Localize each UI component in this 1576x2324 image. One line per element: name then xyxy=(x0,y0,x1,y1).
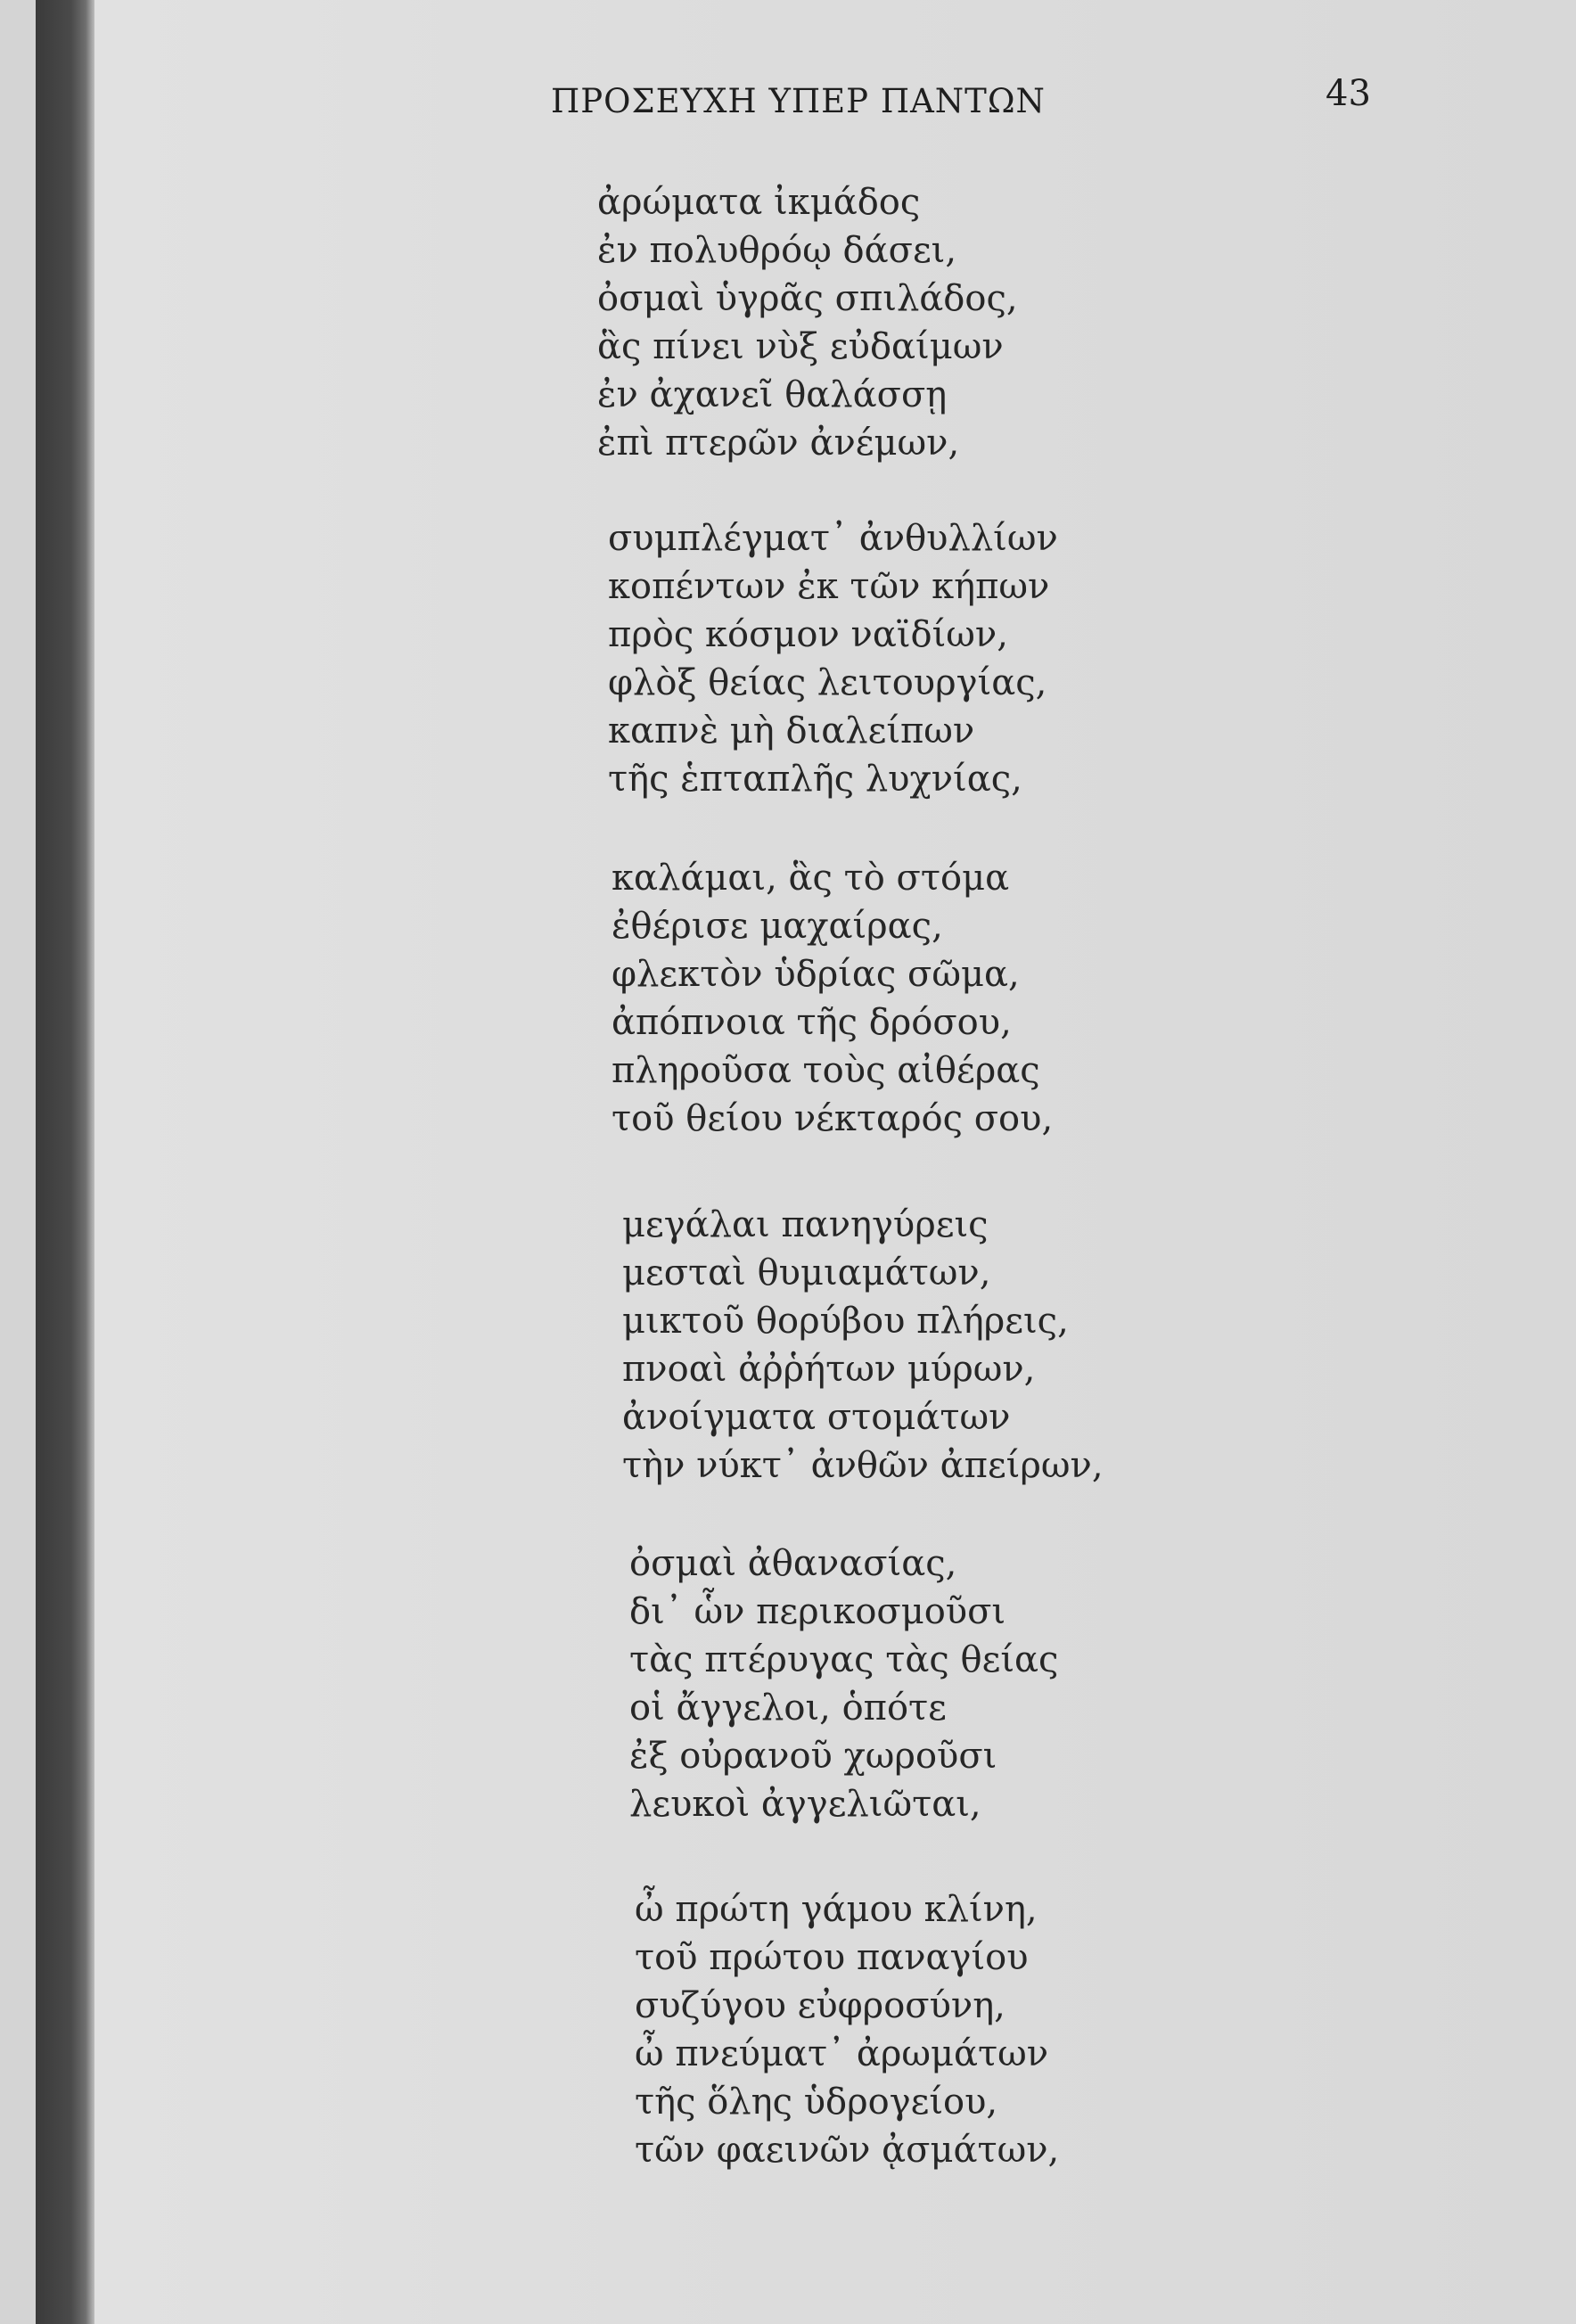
verse-line: δι᾿ ὧν περικοσμοῦσι xyxy=(629,1591,1006,1632)
verse-line: τὰς πτέρυγας τὰς θείας xyxy=(629,1639,1059,1680)
verse-line: ὀσμαὶ ὑγρᾶς σπιλάδος, xyxy=(597,278,1018,319)
verse-line: τοῦ πρώτου παναγίου xyxy=(635,1937,1029,1978)
verse-line: μεσταὶ θυμιαμάτων, xyxy=(622,1252,991,1293)
verse-line: μικτοῦ θορύβου πλήρεις, xyxy=(622,1301,1069,1342)
verse-line: ἀρώματα ἰκμάδος xyxy=(597,182,921,223)
verse-line: συζύγου εὐφροσύνη, xyxy=(635,1985,1006,2026)
verse-line: ἐν ἀχανεῖ θαλάσσῃ xyxy=(597,374,948,415)
verse-line: ἐθέρισε μαχαίρας, xyxy=(612,906,943,947)
verse-line: τῆς ὅλης ὑδρογείου, xyxy=(635,2082,998,2123)
verse-line: οἱ ἄγγελοι, ὁπότε xyxy=(629,1688,947,1729)
binding-gutter-shadow xyxy=(36,0,94,2324)
stanza-1 xyxy=(597,178,1018,467)
verse-line: καλάμαι, ἃς τὸ στόμα xyxy=(612,858,1010,899)
verse-line: ἐν πολυθρόῳ δάσει, xyxy=(597,230,957,271)
stanza-6 xyxy=(635,1885,1059,2174)
verse-line: ἃς πίνει νὺξ εὐδαίμων xyxy=(597,326,1004,367)
verse-line: τὴν νύκτ᾿ ἀνθῶν ἀπείρων, xyxy=(622,1445,1104,1486)
verse-line: ὦ πρώτη γάμου κλίνη, xyxy=(635,1889,1038,1930)
verse-line: φλὸξ θείας λειτουργίας, xyxy=(608,662,1047,703)
verse-line: μεγάλαι πανηγύρεις xyxy=(622,1204,989,1245)
verse-line: τῶν φαεινῶν ᾀσμάτων, xyxy=(635,2130,1060,2171)
verse-line: συμπλέγματ᾿ ἀνθυλλίων xyxy=(608,518,1058,559)
stanza-5 xyxy=(629,1540,1058,1828)
verse-line: φλεκτὸν ὑδρίας σῶμα, xyxy=(612,954,1020,995)
running-title: ΠΡΟΣΕΥΧΗ ΥΠΕΡ ΠΑΝΤΩΝ xyxy=(551,82,1046,120)
binding-margin xyxy=(0,0,36,2324)
verse-line: ὀσμαὶ ἀθανασίας, xyxy=(629,1543,957,1584)
verse-line: τοῦ θείου νέκταρός σου, xyxy=(612,1098,1054,1139)
verse-line: κοπέντων ἐκ τῶν κήπων xyxy=(608,566,1050,607)
stanza-3 xyxy=(612,854,1053,1143)
verse-line: πνοαὶ ἀῤῥήτων μύρων, xyxy=(622,1349,1036,1390)
verse-line: ἀνοίγματα στομάτων xyxy=(622,1397,1011,1438)
verse-line: ὦ πνεύματ᾿ ἀρωμάτων xyxy=(635,2033,1049,2074)
verse-line: ἐπὶ πτερῶν ἀνέμων, xyxy=(597,423,960,464)
verse-line: καπνὲ μὴ διαλείπων xyxy=(608,710,975,751)
page-number: 43 xyxy=(1326,73,1371,114)
stanza-2 xyxy=(608,514,1058,803)
verse-line: λευκοὶ ἀγγελιῶται, xyxy=(629,1784,981,1825)
stanza-4 xyxy=(622,1201,1104,1490)
verse-line: τῆς ἑπταπλῆς λυχνίας, xyxy=(608,759,1022,800)
verse-line: ἀπόπνοια τῆς δρόσου, xyxy=(612,1002,1012,1043)
verse-line: πρὸς κόσμον ναϊδίων, xyxy=(608,614,1008,655)
verse-line: πληροῦσα τοὺς αἰθέρας xyxy=(612,1050,1040,1091)
verse-line: ἐξ οὐρανοῦ χωροῦσι xyxy=(629,1736,997,1777)
